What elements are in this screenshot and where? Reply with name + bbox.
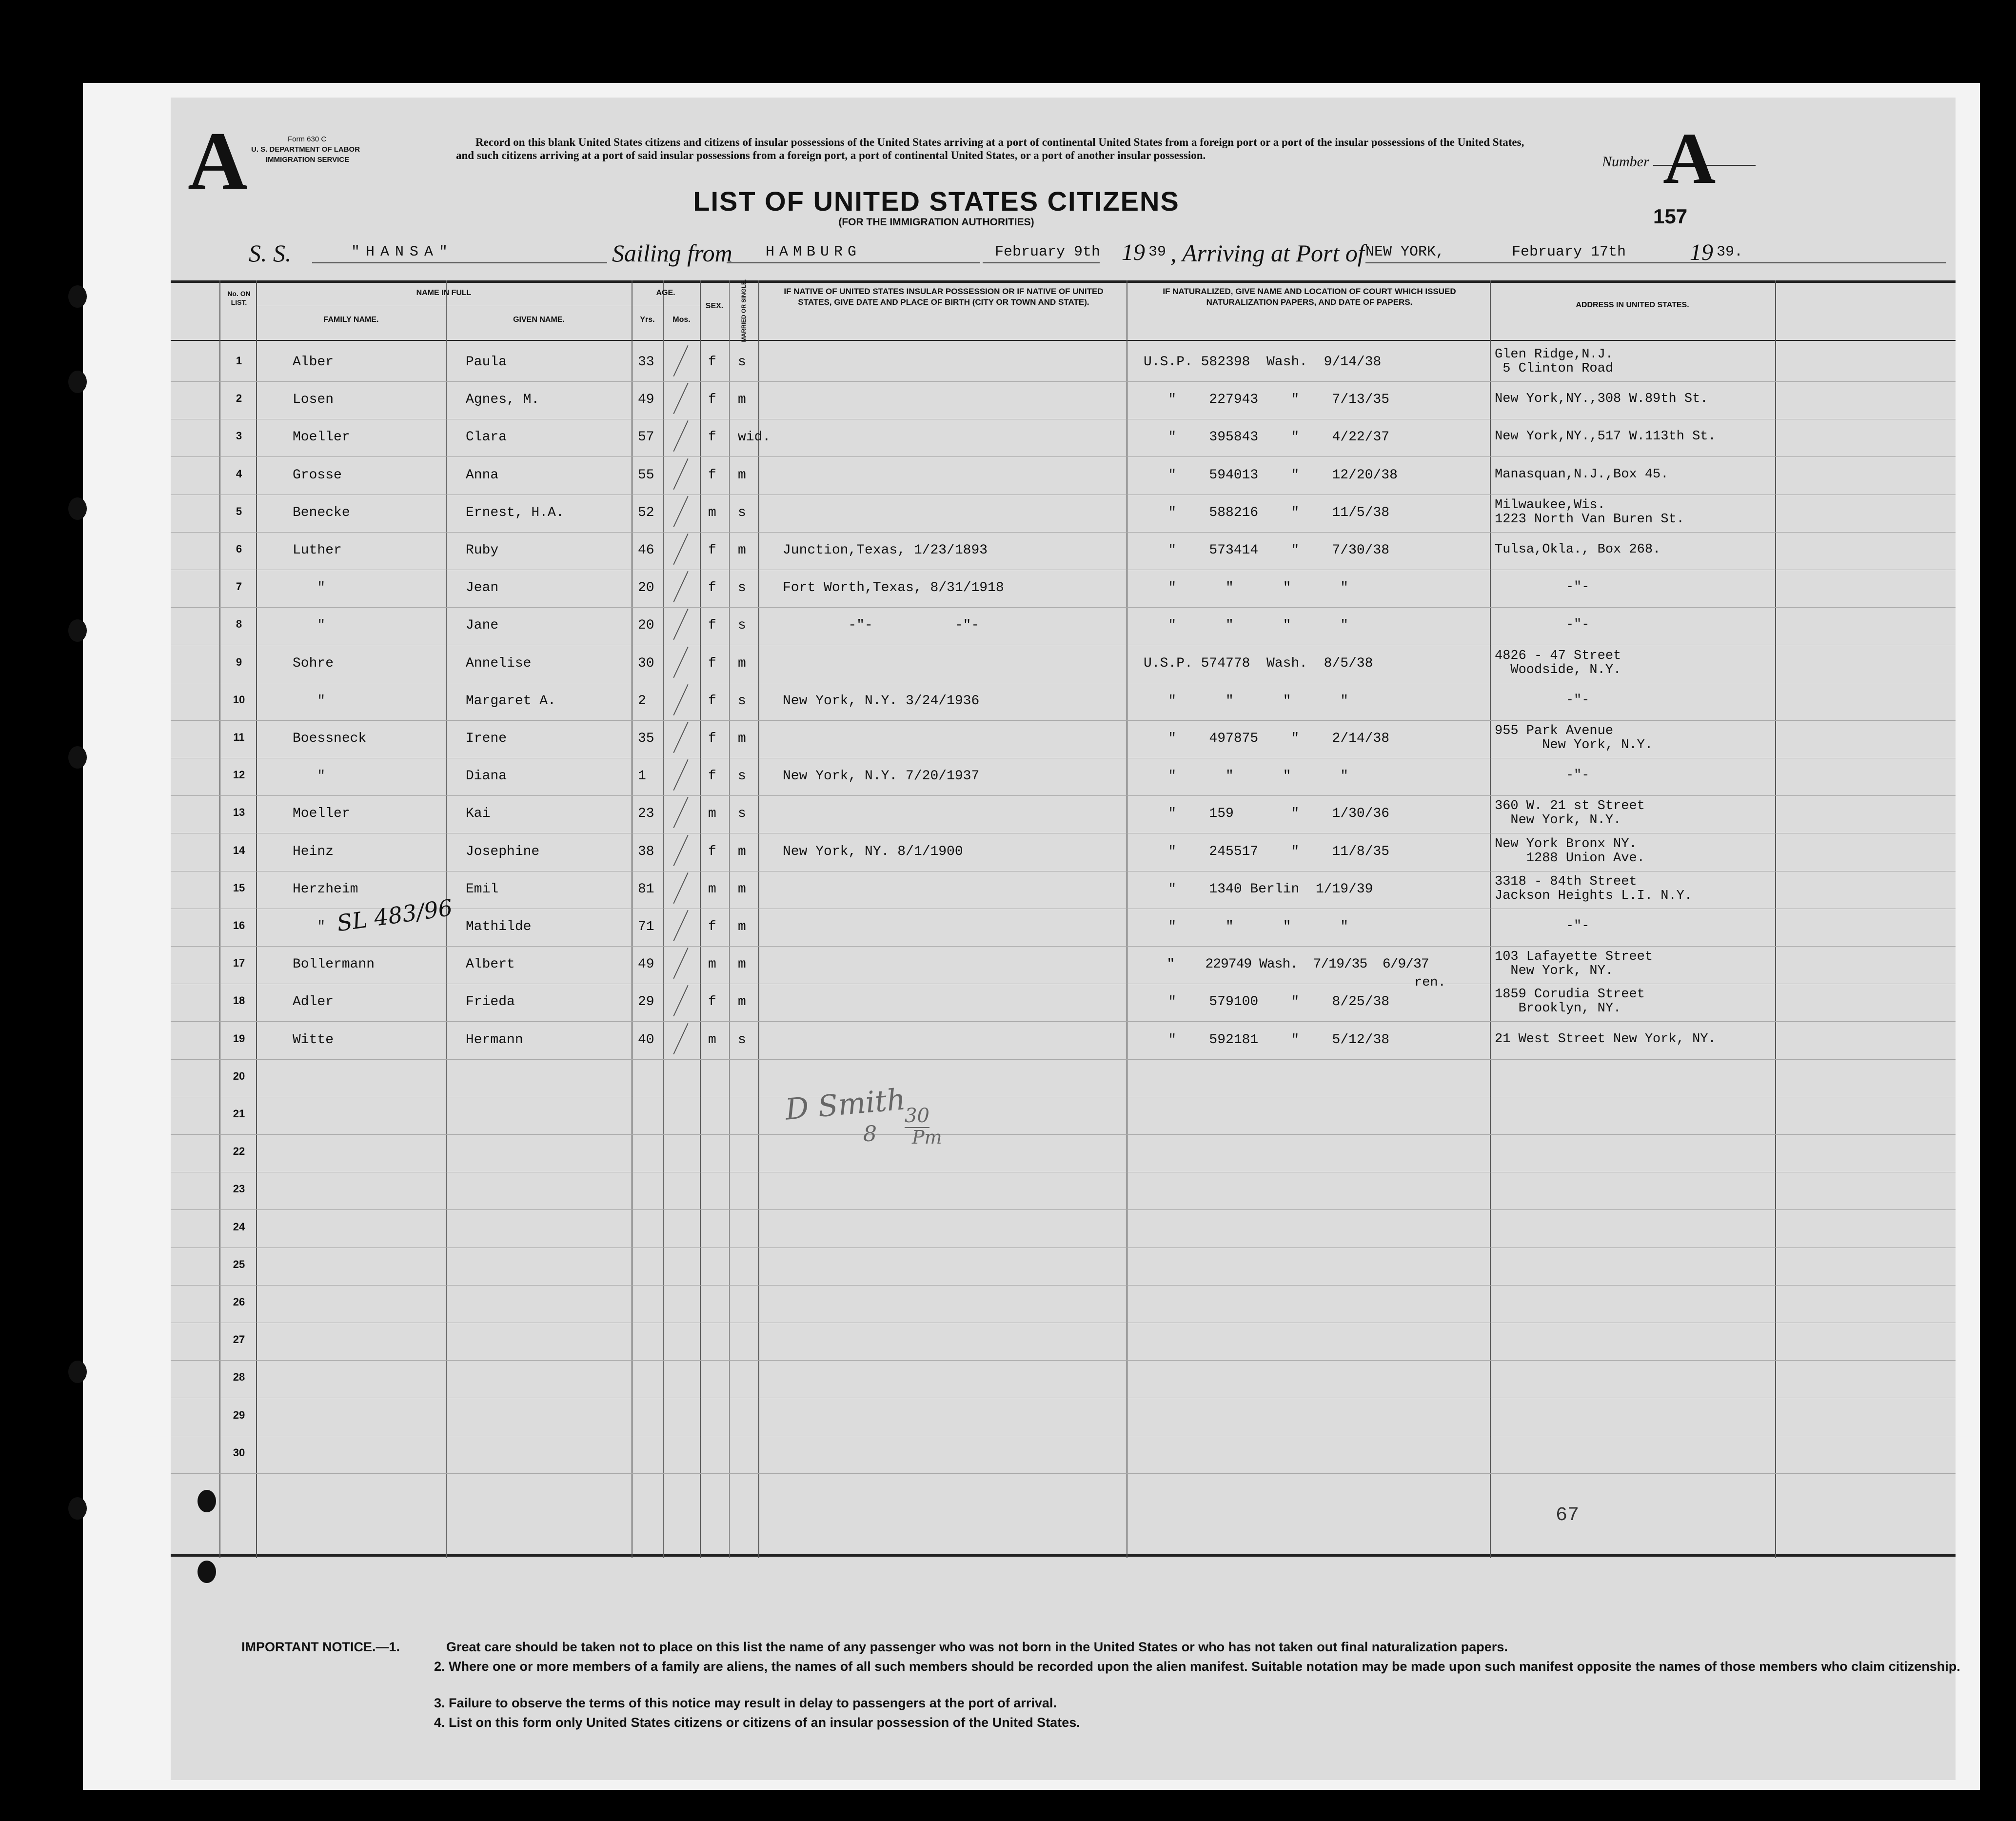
check-mark — [673, 345, 688, 376]
punch-hole — [68, 285, 87, 308]
naturalization: U.S.P. 582398 Wash. 9/14/38 — [1144, 355, 1382, 370]
given-name: Albert — [466, 957, 515, 972]
handwritten-inspector-name: D Smith — [784, 1082, 907, 1127]
sex: f — [708, 430, 716, 445]
check-mark — [673, 797, 688, 828]
row-number: 21 — [233, 1108, 245, 1120]
us-address: 4826 - 47 Street Woodside, N.Y. — [1495, 648, 1621, 677]
given-name: Josephine — [466, 844, 540, 859]
ss-label: S. S. — [249, 239, 292, 267]
page-count-stamp: 67 — [1556, 1504, 1580, 1526]
us-address: 955 Park Avenue New York, N.Y. — [1495, 724, 1653, 752]
year-2: 39. — [1717, 244, 1743, 260]
row-number: 7 — [236, 580, 242, 593]
birth-place-date: Fort Worth,Texas, 8/31/1918 — [783, 580, 1004, 596]
service-name: IMMIGRATION SERVICE — [266, 156, 350, 164]
check-mark — [673, 383, 688, 414]
age-years: 20 — [638, 580, 654, 596]
family-name: Alber — [293, 355, 334, 370]
age-years: 29 — [638, 994, 654, 1010]
table-top-rule — [171, 280, 1956, 283]
table-row — [171, 645, 1956, 683]
given-name: Jean — [466, 580, 499, 596]
marital-status: s — [738, 355, 746, 370]
us-address: Milwaukee,Wis. 1223 North Van Buren St. — [1495, 497, 1684, 527]
family-name: Moeller — [293, 430, 350, 445]
sex: f — [708, 543, 716, 558]
age-years: 46 — [638, 543, 654, 558]
age-years: 20 — [638, 618, 654, 633]
given-name: Agnes, M. — [466, 392, 540, 408]
row-number: 6 — [236, 543, 242, 555]
row-number: 10 — [233, 693, 245, 706]
sex: m — [708, 1032, 716, 1048]
us-address: -"- — [1495, 768, 1590, 783]
year-prefix-1: 19 — [1122, 239, 1145, 265]
family-name: Sohre — [293, 655, 334, 671]
sex: f — [708, 693, 716, 709]
form-identification — [251, 134, 360, 165]
birth-place-date: New York, NY. 8/1/1900 — [783, 844, 963, 859]
row-number: 13 — [233, 806, 245, 819]
header-naturalized: IF NATURALIZED, GIVE NAME AND LOCATION OF COURT WHICH ISSUED NATURALIZATION PAPERS, AND DATE OF PAPERS. — [1163, 287, 1456, 307]
given-name: Jane — [466, 618, 499, 633]
table-row — [171, 683, 1956, 721]
notice-item-3: 3. Failure to observe the terms of this notice may result in delay to passengers at the port of arrival. — [434, 1696, 1057, 1710]
sex: f — [708, 392, 716, 408]
row-number: 3 — [236, 430, 242, 442]
header-address: ADDRESS IN UNITED STATES. — [1576, 301, 1689, 309]
ship-name: "HANSA" — [351, 244, 454, 260]
header-given-name: GIVEN NAME. — [513, 316, 565, 324]
given-name: Diana — [466, 769, 507, 784]
table-row — [171, 532, 1956, 570]
arriving-label: , Arriving at Port of — [1170, 239, 1364, 267]
age-years: 33 — [638, 355, 654, 370]
family-name: Herzheim — [293, 881, 358, 897]
table-row — [171, 1436, 1956, 1474]
age-years: 23 — [638, 806, 654, 822]
punch-hole — [68, 497, 87, 520]
family-name: " — [293, 693, 326, 709]
notice-item-1: Great care should be taken not to place on this list the name of any passenger who was not born in the United States or who has not taken out final naturalization papers. — [446, 1640, 1508, 1654]
us-address: Manasquan,N.J.,Box 45. — [1495, 467, 1669, 482]
age-years: 49 — [638, 392, 654, 408]
given-name: Kai — [466, 806, 491, 822]
us-address: Tulsa,Okla., Box 268. — [1495, 542, 1661, 557]
table-row — [171, 1360, 1956, 1398]
age-years: 35 — [638, 731, 654, 746]
punch-hole — [68, 619, 87, 642]
family-name: " — [293, 919, 326, 934]
row-number: 28 — [233, 1371, 245, 1384]
header-bottom-rule — [171, 340, 1956, 341]
sex: f — [708, 731, 716, 746]
marital-status: s — [738, 505, 746, 520]
marital-status: m — [738, 994, 746, 1010]
row-number: 11 — [233, 731, 245, 743]
sex: f — [708, 655, 716, 671]
date-to: February 17th — [1512, 244, 1626, 260]
marital-status: m — [738, 844, 746, 859]
check-mark — [673, 458, 688, 489]
date-from: February 9th — [995, 244, 1101, 260]
header-no: No. ON LIST. — [227, 290, 251, 306]
handwritten-time-pm: Pm — [912, 1127, 942, 1148]
naturalization: " " " " — [1144, 693, 1349, 709]
row-number: 24 — [233, 1220, 245, 1233]
given-name: Ernest, H.A. — [466, 505, 564, 520]
table-row — [171, 419, 1956, 457]
table-row — [171, 984, 1956, 1022]
row-number: 4 — [236, 467, 242, 480]
sex: m — [708, 881, 716, 897]
given-name: Emil — [466, 881, 499, 897]
port-from-underline — [727, 262, 980, 263]
handwritten-time-minute: 30 — [905, 1105, 929, 1127]
naturalization: " " " " — [1144, 580, 1349, 596]
birth-place-date: New York, N.Y. 7/20/1937 — [783, 769, 980, 784]
year-1: 39 — [1148, 244, 1166, 260]
table-row — [171, 946, 1956, 984]
department-name: U. S. DEPARTMENT OF LABOR — [251, 145, 360, 154]
date-from-underline — [983, 262, 1100, 263]
row-number: 26 — [233, 1296, 245, 1308]
row-number: 22 — [233, 1145, 245, 1158]
age-years: 38 — [638, 844, 654, 859]
row-number: 20 — [233, 1069, 245, 1082]
family-name: Heinz — [293, 844, 334, 859]
given-name: Paula — [466, 355, 507, 370]
check-mark — [673, 534, 688, 565]
check-mark — [673, 496, 688, 527]
naturalization: " 229749 Wash. 7/19/35 6/9/37 — [1144, 957, 1429, 972]
naturalization: " 159 " 1/30/36 — [1144, 806, 1390, 822]
table-row — [171, 1059, 1956, 1097]
number-letter: A — [1663, 118, 1716, 199]
check-mark — [673, 759, 688, 791]
age-years: 71 — [638, 919, 654, 934]
marital-status: m — [738, 731, 746, 746]
naturalization: " 573414 " 7/30/38 — [1144, 543, 1390, 558]
family-name: Witte — [293, 1032, 334, 1048]
punch-hole — [68, 371, 87, 393]
form-instructions: Record on this blank United States citizens and citizens of insular possessions of the United States arriving at a port of continental United States from a foreign port or a port of the insular possessions of the United States, and such citizens arriving at a port of said insular possessions from a foreign port, a port of continental United States, or a port of another insular possession. — [456, 136, 1524, 161]
row-number: 23 — [233, 1183, 245, 1195]
ship-underline — [312, 262, 607, 263]
age-years: 1 — [638, 769, 646, 784]
family-name: Adler — [293, 994, 334, 1010]
given-name: Irene — [466, 731, 507, 746]
naturalization: " " " " — [1144, 618, 1349, 633]
age-years: 40 — [638, 1032, 654, 1048]
row-number: 25 — [233, 1258, 245, 1270]
punch-hole — [68, 1497, 87, 1520]
check-mark — [673, 571, 688, 602]
header-family-name: FAMILY NAME. — [323, 316, 379, 324]
port-from: HAMBURG — [766, 244, 862, 260]
marital-status: m — [738, 919, 746, 934]
us-address: 21 West Street New York, NY. — [1495, 1031, 1716, 1047]
notice-item-2: 2. Where one or more members of a family are aliens, the names of all such members should be recorded upon the alien manifest. Suitable notation may be made upon such manifest opposite the names of those members who claim citizenship. — [434, 1659, 1960, 1674]
marital-status: s — [738, 769, 746, 784]
marital-status: m — [738, 957, 746, 972]
punch-hole — [198, 1561, 216, 1583]
renewal-note: ren. — [1414, 975, 1446, 990]
check-mark — [673, 985, 688, 1016]
table-row — [171, 833, 1956, 871]
family-name: Moeller — [293, 806, 350, 822]
table-row — [171, 1097, 1956, 1135]
marital-status: m — [738, 467, 746, 483]
check-mark — [673, 834, 688, 866]
check-mark — [673, 872, 688, 904]
sex: m — [708, 806, 716, 822]
given-name: Margaret A. — [466, 693, 556, 709]
header-married: MARRIED OR SINGLE. — [740, 279, 747, 342]
naturalization: " 497875 " 2/14/38 — [1144, 731, 1390, 746]
naturalization: " 594013 " 12/20/38 — [1144, 467, 1398, 483]
family-name: Luther — [293, 543, 342, 558]
sex: f — [708, 844, 716, 859]
page-subtitle: (FOR THE IMMIGRATION AUTHORITIES) — [838, 217, 1034, 228]
naturalization: " " " " — [1144, 919, 1349, 934]
given-name: Mathilde — [466, 919, 532, 934]
marital-status: s — [738, 580, 746, 596]
given-name: Frieda — [466, 994, 515, 1010]
naturalization: " 395843 " 4/22/37 — [1144, 430, 1390, 445]
naturalization: " 227943 " 7/13/35 — [1144, 392, 1390, 408]
table-row — [171, 495, 1956, 533]
us-address: New York,NY.,308 W.89th St. — [1495, 392, 1708, 407]
family-name: Benecke — [293, 505, 350, 520]
table-row — [171, 720, 1956, 758]
family-name: " — [293, 580, 326, 596]
check-mark — [673, 722, 688, 753]
sex: f — [708, 769, 716, 784]
row-number: 5 — [236, 505, 242, 517]
us-address: -"- — [1495, 919, 1590, 933]
naturalization: " 1340 Berlin 1/19/39 — [1144, 881, 1373, 897]
header-age: AGE. — [656, 289, 675, 297]
us-address: -"- — [1495, 693, 1590, 708]
marital-status: s — [738, 693, 746, 709]
row-number: 29 — [233, 1408, 245, 1421]
us-address: New York,NY.,517 W.113th St. — [1495, 429, 1716, 444]
given-name: Ruby — [466, 543, 499, 558]
birth-place-date: -"- -"- — [783, 618, 980, 633]
us-address: 103 Lafayette Street New York, NY. — [1495, 950, 1653, 979]
table-row — [171, 1022, 1956, 1060]
handwritten-file-note: SL 483/96 — [335, 894, 455, 937]
table-row — [171, 570, 1956, 608]
page-title: LIST OF UNITED STATES CITIZENS — [693, 186, 1180, 217]
age-years: 81 — [638, 881, 654, 897]
given-name: Annelise — [466, 655, 532, 671]
us-address: -"- — [1495, 580, 1590, 595]
check-mark — [673, 646, 688, 677]
check-mark — [673, 609, 688, 640]
check-mark — [673, 910, 688, 941]
age-years: 2 — [638, 693, 646, 709]
table-row — [171, 1134, 1956, 1172]
row-number: 17 — [233, 957, 245, 970]
sex: m — [708, 957, 716, 972]
given-name: Anna — [466, 467, 499, 483]
table-row — [171, 1210, 1956, 1248]
row-number: 8 — [236, 618, 242, 631]
naturalization: " 592181 " 5/12/38 — [1144, 1032, 1390, 1048]
row-number: 27 — [233, 1333, 245, 1346]
header-name-in-full: NAME IN FULL — [416, 289, 472, 297]
family-name: " — [293, 769, 326, 784]
row-number: 12 — [233, 769, 245, 781]
given-name: Hermann — [466, 1032, 523, 1048]
table-row — [171, 381, 1956, 419]
check-mark — [673, 684, 688, 715]
us-address: New York Bronx NY. 1288 Union Ave. — [1495, 836, 1645, 866]
row-number: 16 — [233, 919, 245, 931]
sex: f — [708, 919, 716, 934]
us-address: 360 W. 21 st Street New York, N.Y. — [1495, 799, 1645, 828]
check-mark — [673, 1023, 688, 1054]
notice-label: IMPORTANT NOTICE.—1. — [241, 1640, 400, 1654]
handwritten-time-hour: 8 — [863, 1122, 877, 1147]
naturalization: " 588216 " 11/5/38 — [1144, 505, 1390, 520]
table-row — [171, 758, 1956, 796]
punch-hole — [68, 746, 87, 769]
sex: m — [708, 505, 716, 520]
header-yrs: Yrs. — [640, 316, 655, 324]
row-number: 14 — [233, 844, 245, 856]
marital-status: wid. — [738, 430, 771, 445]
table-row — [171, 1323, 1956, 1361]
us-address: 3318 - 84th Street Jackson Heights L.I. N.Y. — [1495, 874, 1693, 903]
row-number: 2 — [236, 392, 242, 405]
table-row — [171, 607, 1956, 645]
port-to: NEW YORK, — [1365, 244, 1445, 260]
age-years: 30 — [638, 655, 654, 671]
sailing-label: Sailing from — [612, 239, 732, 267]
number-label: Number — [1602, 154, 1649, 170]
row-number: 19 — [233, 1032, 245, 1045]
table-row — [171, 1285, 1956, 1323]
page-number: 157 — [1653, 205, 1688, 228]
row-number: 9 — [236, 655, 242, 668]
marital-status: s — [738, 1032, 746, 1048]
notice-item-4: 4. List on this form only United States citizens or citizens of an insular possession of the United States. — [434, 1715, 1080, 1730]
birth-place-date: Junction,Texas, 1/23/1893 — [783, 543, 988, 558]
form-number: Form 630 C — [288, 135, 327, 143]
sex: f — [708, 355, 716, 370]
table-row — [171, 795, 1956, 833]
check-mark — [673, 420, 688, 452]
marital-status: s — [738, 618, 746, 633]
us-address: Glen Ridge,N.J. 5 Clinton Road — [1495, 347, 1614, 376]
table-row — [171, 344, 1956, 382]
table-row — [171, 1247, 1956, 1286]
family-name: " — [293, 618, 326, 633]
marital-status: m — [738, 655, 746, 671]
marital-status: m — [738, 543, 746, 558]
age-years: 49 — [638, 957, 654, 972]
age-years: 57 — [638, 430, 654, 445]
table-bottom-rule — [171, 1554, 1956, 1557]
family-name: Bollermann — [293, 957, 375, 972]
us-address: -"- — [1495, 617, 1590, 633]
naturalization: " 245517 " 11/8/35 — [1144, 844, 1390, 859]
header-sex: SEX. — [705, 302, 724, 310]
row-number: 18 — [233, 994, 245, 1007]
family-name: Grosse — [293, 467, 342, 483]
check-mark — [673, 948, 688, 979]
table-row — [171, 457, 1956, 495]
marital-status: m — [738, 881, 746, 897]
table-row — [171, 1172, 1956, 1210]
naturalization: U.S.P. 574778 Wash. 8/5/38 — [1144, 655, 1373, 671]
age-years: 52 — [638, 505, 654, 520]
year-prefix-2: 19 — [1690, 239, 1713, 265]
table-row — [171, 1398, 1956, 1436]
naturalization: " 579100 " 8/25/38 — [1144, 994, 1390, 1010]
punch-hole — [68, 1361, 87, 1383]
form-letter-a: A — [188, 115, 248, 207]
row-number: 30 — [233, 1446, 245, 1459]
sex: f — [708, 580, 716, 596]
birth-place-date: New York, N.Y. 3/24/1936 — [783, 693, 980, 709]
family-name: Losen — [293, 392, 334, 408]
row-number: 1 — [236, 355, 242, 367]
age-years: 55 — [638, 467, 654, 483]
sex: f — [708, 618, 716, 633]
header-birth: IF NATIVE OF UNITED STATES INSULAR POSSESSION OR IF NATIVE OF UNITED STATES, GIVE DATE AND PLACE OF BIRTH (CITY OR TOWN AND STATE). — [784, 287, 1104, 307]
naturalization: " " " " — [1144, 769, 1349, 784]
marital-status: s — [738, 806, 746, 822]
header-mos: Mos. — [672, 316, 691, 324]
row-number: 15 — [233, 881, 245, 894]
sex: f — [708, 994, 716, 1010]
family-name: Boessneck — [293, 731, 367, 746]
port-to-underline — [1365, 262, 1946, 263]
marital-status: m — [738, 392, 746, 408]
sex: f — [708, 467, 716, 483]
given-name: Clara — [466, 430, 507, 445]
us-address: 1859 Corudia Street Brooklyn, NY. — [1495, 987, 1645, 1016]
